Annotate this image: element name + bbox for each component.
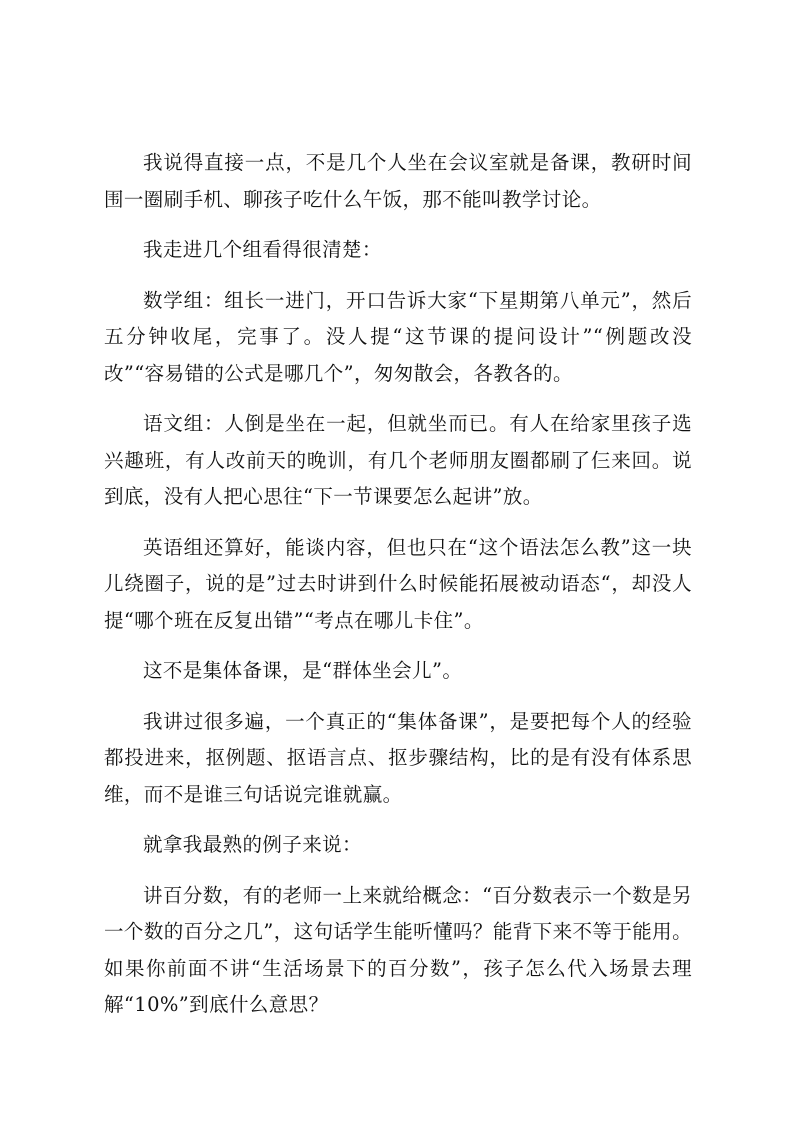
paragraph-1: 我说得直接一点，不是几个人坐在会议室就是备课，教研时间围一圈刷手机、聊孩子吃什么午饭，那不能叫教学讨论。 — [104, 151, 692, 211]
paragraph-3: 数学组：组长一进门，开口告诉大家“下星期第八单元”，然后五分钟收尾，完事了。没人提“这节课的提问设计”“例题改没改”“容易错的公式是哪几个”，匆匆散会，各教各的。 — [104, 288, 692, 385]
paragraph-7: 我讲过很多遍，一个真正的“集体备课”，是要把每个人的经验都投进来，抠例题、抠语言点、抠步骤结构，比的是有没有体系思维，而不是谁三句话说完谁就赢。 — [104, 709, 692, 806]
paragraph-6: 这不是集体备课，是“群体坐会儿”。 — [143, 659, 463, 682]
paragraph-9: 讲百分数，有的老师一上来就给概念：“百分数表示一个数是另一个数的百分之几”，这句话学生能听懂吗？能背下来不等于能用。如果你前面不讲“生活场景下的百分数”，孩子怎么代入场景去理解“10%”到底什么意思？ — [104, 883, 692, 1016]
document-body — [104, 145, 692, 1038]
paragraph-2: 我走进几个组看得很清楚： — [143, 238, 382, 261]
paragraph-5: 英语组还算好，能谈内容，但也只在“这个语法怎么教”这一块儿绕圈子，说的是”过去时讲到什么时候能拓展被动语态“，却没人提“哪个班在反复出错”“考点在哪儿卡住”。 — [104, 535, 692, 632]
paragraph-8: 就拿我最熟的例子来说： — [143, 833, 362, 856]
paragraph-4: 语文组：人倒是坐在一起，但就坐而已。有人在给家里孩子选兴趣班，有人改前天的晚训，有几个老师朋友圈都刷了仨来回。说到底，没有人把心思往“下一节课要怎么起讲”放。 — [104, 412, 692, 508]
